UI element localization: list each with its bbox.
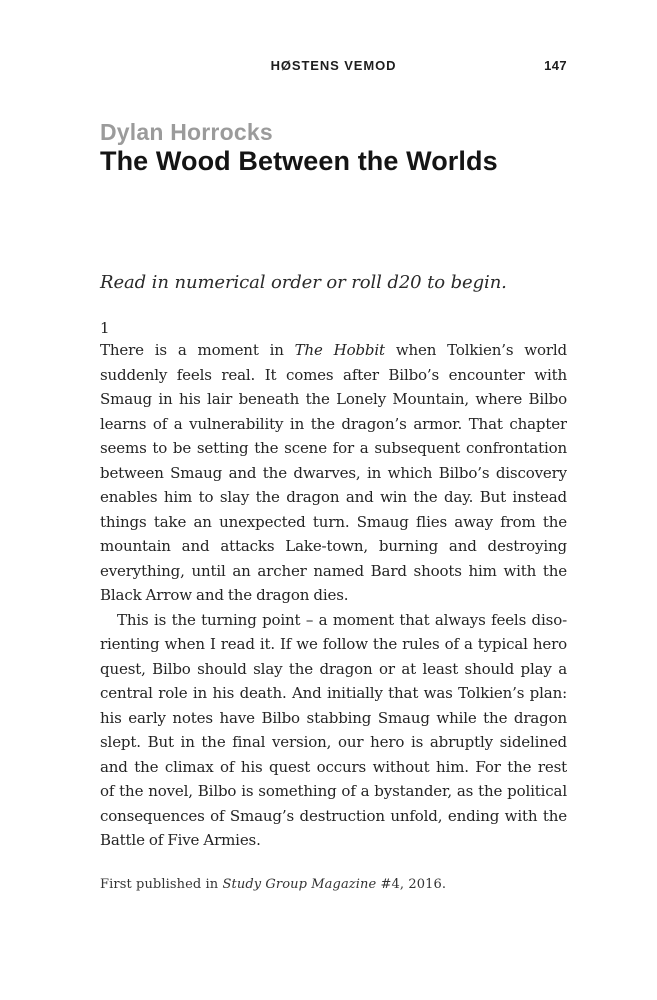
article-title: The Wood Between the Worlds — [100, 146, 498, 176]
body-line: Smaug in his lair beneath the Lonely Mountain, where Bilbo — [100, 390, 567, 408]
instruction-epigraph: Read in numerical order or roll d20 to begin. — [100, 272, 507, 293]
body-line: Black Arrow and the dragon dies. — [100, 586, 349, 604]
body-line: seems to be setting the scene for a subsequent confrontation — [100, 439, 567, 457]
body-line: his early notes have Bilbo stabbing Smaug while the dragon — [100, 708, 567, 727]
body-text — [100, 338, 567, 853]
body-line: of the novel, Bilbo is something of a bystander, as the political — [100, 782, 567, 800]
body-line: consequences of Smaug’s destruction unfold, ending with the — [100, 806, 567, 825]
paragraph-2 — [100, 608, 567, 853]
page-number: 147 — [544, 58, 567, 73]
body-line: suddenly feels real. It comes after Bilbo’s encounter with — [100, 365, 567, 384]
body-line: slept. But in the final version, our hero is abruptly sidelined — [100, 733, 567, 751]
body-line: enables him to slay the dragon and win the day. But instead — [100, 488, 567, 506]
body-line: mountain and attacks Lake-town, burning and destroying — [100, 537, 567, 555]
body-line: everything, until an archer named Bard shoots him with the — [100, 561, 567, 580]
running-header — [100, 58, 567, 76]
running-header-title: HØSTENS VEMOD — [270, 58, 397, 73]
section-number: 1 — [100, 319, 110, 337]
body-line: quest, Bilbo should slay the dragon or at least should play a — [100, 659, 567, 678]
body-line: This is the turning point – a moment that always feels diso- — [117, 610, 567, 629]
body-line: things take an unexpected turn. Smaug flies away from the — [100, 512, 567, 531]
body-line: Battle of Five Armies. — [100, 831, 261, 849]
body-line: and the climax of his quest occurs without him. For the rest — [100, 757, 567, 776]
article-heading — [100, 119, 567, 177]
paragraph-1 — [100, 338, 567, 608]
author-name: Dylan Horrocks — [100, 119, 273, 145]
body-line: between Smaug and the dwarves, in which Bilbo’s discovery — [100, 463, 567, 482]
body-line: central role in his death. And initially that was Tolkien’s plan: — [100, 684, 567, 702]
body-line: learns of a vulnerability in the dragon’s armor. That chapter — [100, 414, 567, 433]
footnote: First published in Study Group Magazine #4, 2016. — [100, 877, 447, 892]
body-line: There is a moment in The Hobbit when Tolkien’s world — [100, 341, 567, 359]
body-line: rienting when I read it. If we follow the rules of a typical hero — [100, 635, 567, 653]
